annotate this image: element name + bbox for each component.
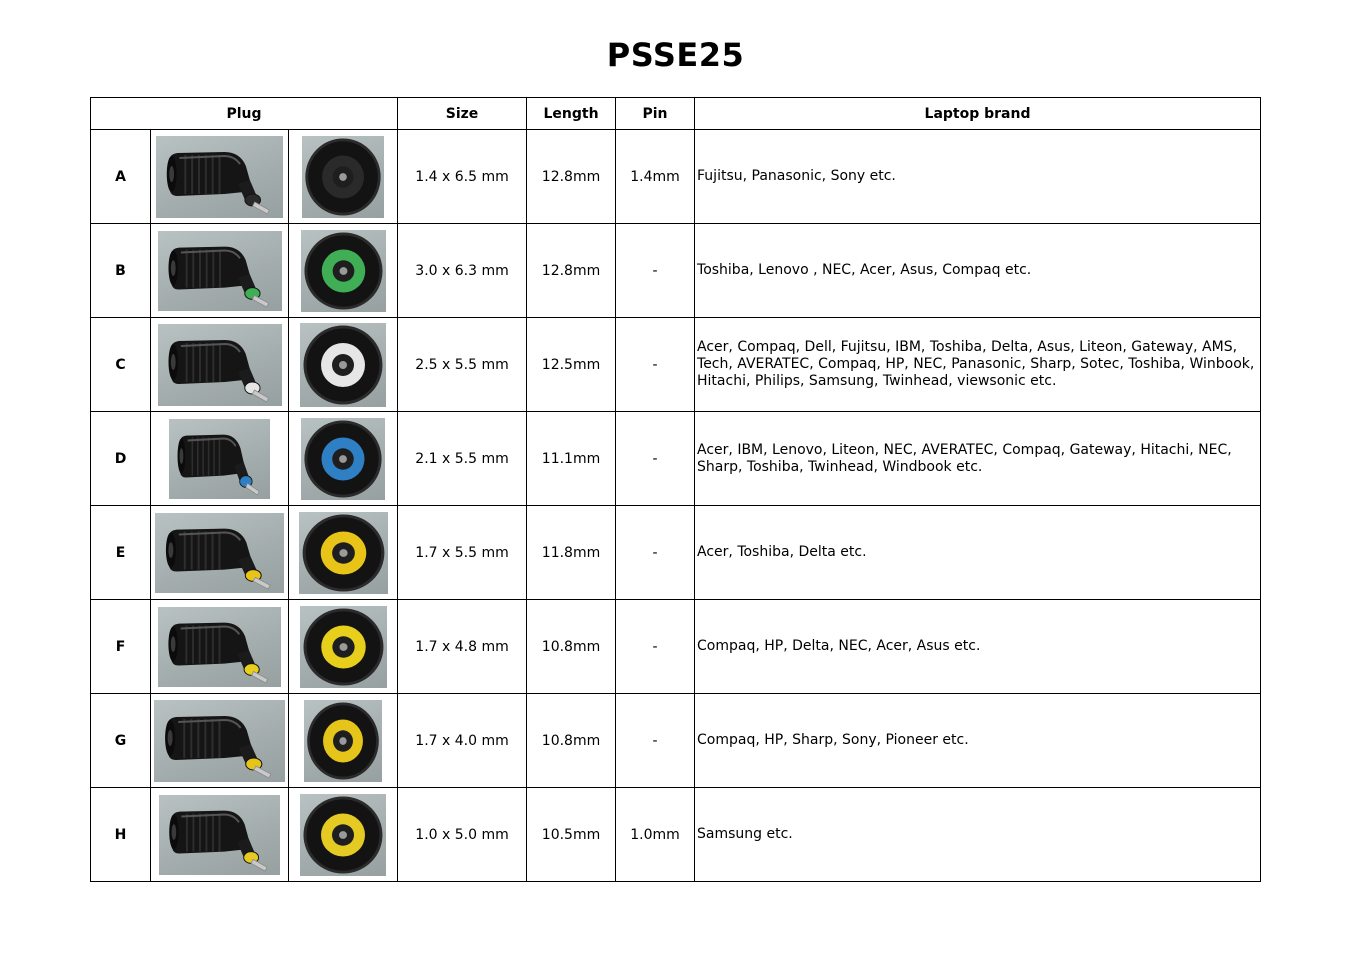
plug-side-photo <box>158 231 282 311</box>
plug-end-photo <box>300 794 386 876</box>
plug-letter: H <box>91 788 151 882</box>
plug-side-photo <box>154 700 285 782</box>
plug-side-photo <box>159 795 280 875</box>
plug-side-photo <box>158 324 282 406</box>
plug-letter: A <box>91 130 151 224</box>
plug-end-photo <box>302 136 384 218</box>
laptop-brands: Compaq, HP, Delta, NEC, Acer, Asus etc. <box>695 600 1261 694</box>
header-plug: Plug <box>91 98 398 130</box>
plug-letter: F <box>91 600 151 694</box>
plug-pin: - <box>616 412 695 506</box>
header-laptop-brand: Laptop brand <box>695 98 1261 130</box>
plug-pin: - <box>616 506 695 600</box>
plug-spec-table <box>90 97 1261 882</box>
laptop-brands: Fujitsu, Panasonic, Sony etc. <box>695 130 1261 224</box>
plug-size: 1.7 x 4.8 mm <box>398 600 527 694</box>
plug-end-photo <box>304 700 382 782</box>
plug-pin: 1.0mm <box>616 788 695 882</box>
table-row <box>91 318 1261 412</box>
laptop-brands: Toshiba, Lenovo , NEC, Acer, Asus, Compaq etc. <box>695 224 1261 318</box>
plug-size: 1.4 x 6.5 mm <box>398 130 527 224</box>
plug-size: 2.5 x 5.5 mm <box>398 318 527 412</box>
plug-pin: - <box>616 224 695 318</box>
header-length: Length <box>527 98 616 130</box>
laptop-brands: Acer, Compaq, Dell, Fujitsu, IBM, Toshiba, Delta, Asus, Liteon, Gateway, AMS, Tech, AVERATEC, Compaq, HP, NEC, Panasonic, Sharp, Sotec, Toshiba, Winbook, Hitachi, Philips, Samsung, Twinhead, viewsonic etc. <box>695 318 1261 412</box>
plug-pin: - <box>616 600 695 694</box>
header-pin: Pin <box>616 98 695 130</box>
page-title: PSSE25 <box>606 36 745 74</box>
plug-side-photo <box>158 607 281 687</box>
plug-length: 12.8mm <box>527 224 616 318</box>
plug-length: 10.8mm <box>527 600 616 694</box>
table-row <box>91 506 1261 600</box>
plug-length: 12.8mm <box>527 130 616 224</box>
plug-pin: 1.4mm <box>616 130 695 224</box>
plug-pin: - <box>616 318 695 412</box>
plug-length: 12.5mm <box>527 318 616 412</box>
laptop-brands: Acer, Toshiba, Delta etc. <box>695 506 1261 600</box>
plug-length: 11.8mm <box>527 506 616 600</box>
plug-length: 11.1mm <box>527 412 616 506</box>
plug-letter: C <box>91 318 151 412</box>
table-row <box>91 788 1261 882</box>
plug-end-photo <box>300 606 387 688</box>
plug-size: 1.7 x 5.5 mm <box>398 506 527 600</box>
table-row <box>91 412 1261 506</box>
plug-size: 2.1 x 5.5 mm <box>398 412 527 506</box>
plug-side-photo <box>169 419 270 499</box>
table-header-row <box>91 98 1261 130</box>
plug-side-photo <box>156 136 283 218</box>
table-row <box>91 224 1261 318</box>
laptop-brands: Acer, IBM, Lenovo, Liteon, NEC, AVERATEC, Compaq, Gateway, Hitachi, NEC, Sharp, Toshiba, Twinhead, Windbook etc. <box>695 412 1261 506</box>
laptop-brands: Compaq, HP, Sharp, Sony, Pioneer etc. <box>695 694 1261 788</box>
plug-letter: D <box>91 412 151 506</box>
plug-pin: - <box>616 694 695 788</box>
plug-size: 1.0 x 5.0 mm <box>398 788 527 882</box>
plug-end-photo <box>301 230 386 312</box>
laptop-brands: Samsung etc. <box>695 788 1261 882</box>
table-row <box>91 130 1261 224</box>
plug-letter: E <box>91 506 151 600</box>
table-row <box>91 694 1261 788</box>
plug-end-photo <box>301 418 385 500</box>
plug-length: 10.5mm <box>527 788 616 882</box>
plug-end-photo <box>300 323 386 407</box>
plug-size: 3.0 x 6.3 mm <box>398 224 527 318</box>
plug-size: 1.7 x 4.0 mm <box>398 694 527 788</box>
plug-letter: B <box>91 224 151 318</box>
plug-end-photo <box>299 512 388 594</box>
header-size: Size <box>398 98 527 130</box>
plug-letter: G <box>91 694 151 788</box>
table-row <box>91 600 1261 694</box>
plug-side-photo <box>155 513 284 593</box>
plug-length: 10.8mm <box>527 694 616 788</box>
